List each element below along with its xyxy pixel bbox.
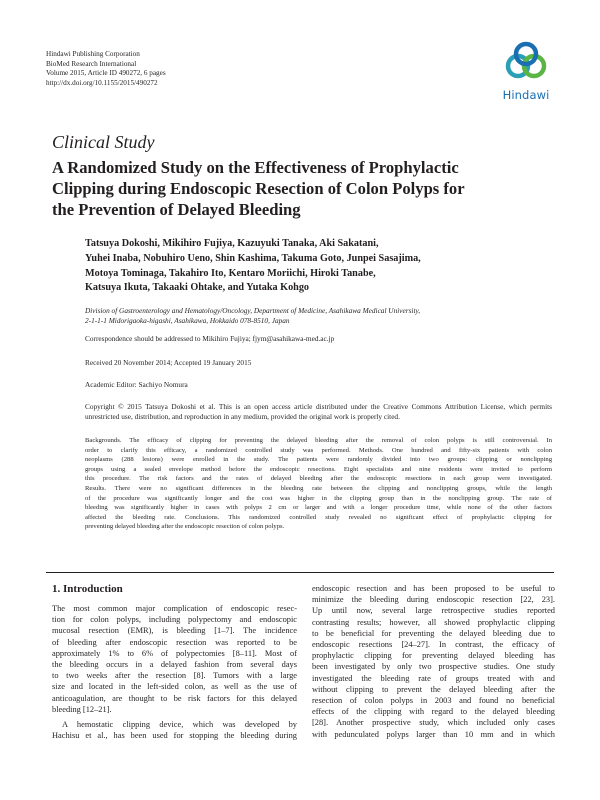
affiliation-line: Division of Gastroenterology and Hematology/Oncology, Department of Medicine, Asahikawa Medical University, [85, 306, 421, 315]
abstract-line: Results. There were no significant differences in the bleeding rate between the clipping and nonclipping groups, while the length [85, 484, 552, 492]
body-line: size and located in the left-sided colon, as well as the use of [52, 682, 297, 692]
body-line: minimize the bleeding during endoscopic resection [22, 23]. [312, 595, 555, 605]
body-column-right [312, 583, 555, 740]
received-accepted-dates: Received 20 November 2014; Accepted 19 January 2015 [85, 358, 252, 367]
hindawi-logo-icon [496, 40, 556, 88]
body-line: Up until now, several large retrospective studies reported [312, 606, 555, 616]
abstract-line: bleeding was significantly higher in cases with polyps 2 cm or larger and with a longer procedure time, while none of the other factors [85, 504, 552, 512]
abstract [85, 436, 552, 532]
author-line: Yuhei Inaba, Nobuhiro Ueno, Shin Kashima, Takuma Goto, Junpei Sasajima, [85, 252, 421, 264]
body-line: to be beneficial for preventing the delayed bleeding due to [312, 628, 555, 638]
author-list [85, 237, 555, 296]
body-column-left [52, 603, 297, 741]
body-line: endoscopic resection and has been proposed to be useful to [312, 584, 555, 593]
section-divider [46, 572, 554, 573]
author-line: Motoya Tominaga, Takahiro Ito, Kentaro Moriichi, Hiroki Tanabe, [85, 267, 376, 279]
body-line: approximately 1% to 6% of polypectomies [8–11]. Most of [52, 648, 297, 658]
abstract-line: this procedure. The risk factors and the rates of delayed bleeding after the endoscopic resections in each group were investigated. [85, 475, 552, 483]
author-line: Katsuya Ikuta, Takaaki Ohtake, and Yutaka Kohgo [85, 282, 310, 294]
academic-editor: Academic Editor: Sachiyo Nomura [85, 380, 188, 389]
title-line: the Prevention of Delayed Bleeding [52, 200, 301, 219]
abstract-line: Backgrounds. The efficacy of clipping for preventing the delayed bleeding after the removal of colon polyps is still controversial. In [85, 437, 552, 444]
body-line: resection of colon polyps in 2003 and found no beneficial [312, 696, 555, 706]
affiliation [85, 306, 420, 327]
body-line: [28]. Another prospective study, which included only cases [312, 718, 555, 728]
section-heading: 1. Introduction [52, 583, 123, 595]
body-line: bleeding [12–21]. [52, 704, 112, 714]
hindawi-logo [496, 40, 556, 106]
correspondence: Correspondence should be addressed to Mikihiro Fujiya; fjym@asahikawa-med.ac.jp [85, 334, 335, 343]
author-line: Tatsuya Dokoshi, Mikihiro Fujiya, Kazuyuki Tanaka, Aki Sakatani, [85, 238, 379, 249]
body-line: investigated the bleeding rate of groups treated with and [312, 673, 555, 683]
title-line: A Randomized Study on the Effectiveness of Prophylactic [52, 158, 459, 177]
article-type: Clinical Study [52, 132, 155, 152]
body-line: contrasting results; however, all showed prophylactic clipping [312, 617, 555, 627]
volume-info: Volume 2015, Article ID 490272, 6 pages [46, 69, 166, 78]
abstract-line: preventing delayed bleeding after the endoscopic resection of colon polyps. [85, 523, 285, 531]
body-line: with pedunculated polyps larger than 10 mm and in which [312, 729, 555, 739]
body-line: endoscopic resections [24–27]. In contrast, the efficacy of [312, 640, 555, 650]
body-line: to two weeks after the resection [8]. Tumors with a large [52, 671, 297, 681]
journal-metadata [46, 50, 166, 88]
body-line: the bleeding occurs in a delayed fashion from several days [52, 660, 297, 670]
abstract-line: of the procedure was significantly longer and the cost was higher in the clipping group than in the nonclipping group. The rate of [85, 494, 552, 502]
affiliation-line: 2-1-1-1 Midorigaoka-higashi, Asahikawa, Hokkaido 078-8510, Japan [85, 316, 290, 326]
body-line: Hachisu et al., has been used for stopping the bleeding during [52, 731, 297, 741]
abstract-line: groups using a sealed envelope method before the endoscopic resections. Eight specialists and nine residents were invited to perform [85, 465, 552, 473]
body-line: been investigated by only two prospective studies. One study [312, 662, 555, 672]
doi-link[interactable]: http://dx.doi.org/10.1155/2015/490272 [46, 78, 158, 87]
publisher-name: Hindawi Publishing Corporation [46, 50, 140, 58]
body-line: without clipping to prevent the delayed bleeding after the [312, 684, 555, 694]
abstract-line: neoplasms (288 lesions) were enrolled in the study. The patients were randomly divided into two groups: clipping or nonclipping [85, 456, 552, 464]
body-line: tion for colon polyps, including polypectomy and endoscopic [52, 615, 297, 625]
body-line: The most common major complication of endoscopic resec- [52, 604, 297, 613]
logo-wordmark: Hindawi [502, 88, 550, 102]
abstract-line: affected the bleeding rate. Conclusions. This randomized controlled study revealed no significant effect of prophylactic clipping for [85, 513, 552, 521]
article-title [52, 157, 552, 220]
abstract-line: order to clarify this efficacy, a randomized controlled study was performed. Methods. One hundred and fifty-six patients with colon [85, 446, 552, 454]
journal-name: BioMed Research International [46, 59, 137, 68]
copyright-notice: Copyright © 2015 Tatsuya Dokoshi et al. This is an open access article distributed under the Creative Commons Attribution License, which permits unrestricted use, distribution, and reproduction in any medium, provided the original work is properly cited. [85, 402, 552, 421]
body-line: effects of the clipping with regard to the delayed bleeding [312, 707, 555, 717]
body-line: prophylactic clipping for preventing delayed bleeding has [312, 651, 555, 661]
body-line: A hemostatic clipping device, which was developed by [62, 720, 297, 730]
title-line: Clipping during Endoscopic Resection of Colon Polyps for [52, 179, 465, 198]
body-line: of bleeding after endoscopic resection was reported to be [52, 637, 297, 647]
body-line: mucosal resection (EMR), is bleeding [1–7]. The incidence [52, 626, 297, 636]
body-line: anticoagulation, are thought to be risk factors for this delayed [52, 693, 297, 703]
